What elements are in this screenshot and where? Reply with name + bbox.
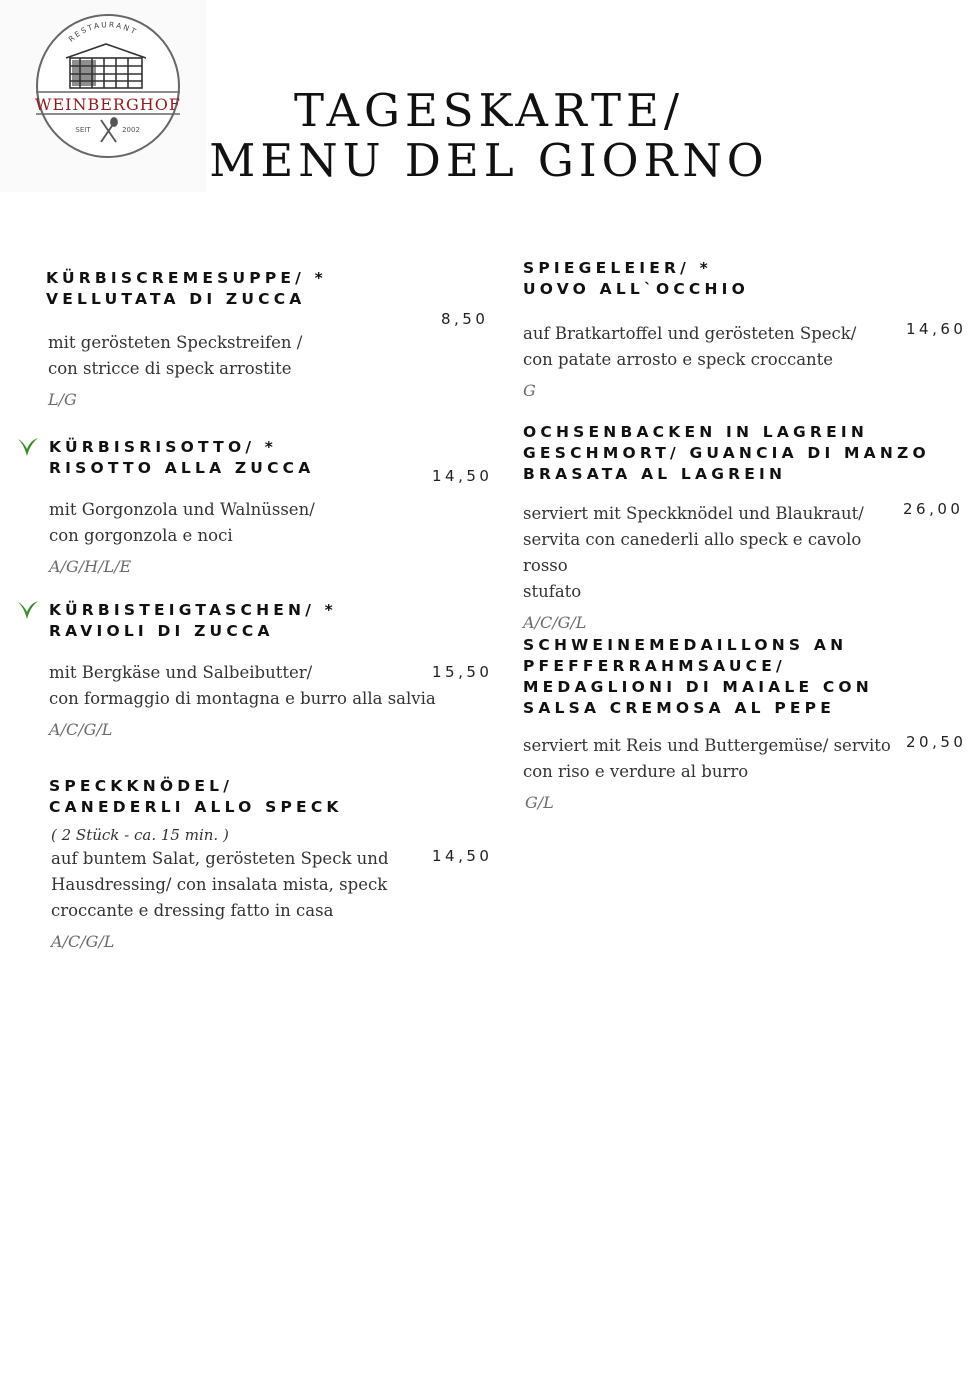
item-description-line2: con formaggio di montagna e burro alla salvia: [49, 689, 436, 708]
item-name-line2: PFEFFERRAHMSAUCE/: [523, 657, 786, 675]
item-price: 20,50: [906, 733, 967, 751]
item-description-line2: con stricce di speck arrostite: [48, 359, 292, 378]
leaf-icon: [16, 599, 40, 621]
logo-name: WEINBERGHOF: [35, 95, 181, 114]
item-allergens: G: [523, 381, 536, 400]
item-name-line2: UOVO ALL`OCCHIO: [523, 280, 749, 298]
item-name-line1: SPECKKNÖDEL/: [49, 777, 234, 795]
menu-item-schweinemedaillons: [523, 635, 903, 813]
menu-item-kuerbiscremesuppe: [46, 268, 446, 410]
leaf-icon: [16, 436, 40, 458]
item-allergens: A/C/G/L: [49, 720, 113, 739]
item-allergens: L/G: [48, 390, 77, 409]
item-allergens: A/C/G/L: [51, 932, 115, 951]
item-name-line1: OCHSENBACKEN IN LAGREIN: [523, 423, 868, 441]
item-name-line1: KÜRBISRISOTTO/ *: [49, 438, 278, 456]
item-description-line1: mit Gorgonzola und Walnüssen/: [49, 500, 315, 519]
menu-item-spiegeleier: [523, 258, 903, 401]
item-description-line1: mit Bergkäse und Salbeibutter/: [49, 663, 313, 682]
item-name-line1: KÜRBISCREMESUPPE/ *: [46, 269, 327, 287]
item-name-line2: RAVIOLI DI ZUCCA: [49, 622, 274, 640]
menu-item-speckknoedel: [49, 776, 449, 952]
item-description-line2: con gorgonzola e noci: [49, 526, 233, 545]
page-title-line1: TAGESKARTE/: [293, 84, 685, 137]
logo-year: 2002: [122, 126, 140, 134]
item-name-line1: KÜRBISTEIGTASCHEN/ *: [49, 601, 337, 619]
item-description-line1: serviert mit Reis und Buttergemüse/ servito: [523, 736, 891, 755]
item-name-line2: CANEDERLI ALLO SPECK: [49, 798, 343, 816]
item-price: 15,50: [432, 663, 493, 681]
item-note: ( 2 Stück - ca. 15 min. ): [51, 826, 229, 844]
item-name-line2: GESCHMORT/ GUANCIA DI MANZO: [523, 444, 930, 462]
item-price: 8,50: [441, 310, 489, 328]
item-name-line4: SALSA CREMOSA AL PEPE: [523, 699, 836, 717]
item-price: 14,50: [432, 467, 493, 485]
item-allergens: A/G/H/L/E: [49, 557, 132, 576]
item-description-line1: auf buntem Salat, gerösteten Speck und: [51, 849, 389, 868]
item-name-line1: SPIEGELEIER/ *: [523, 259, 712, 277]
page-title-line2: MENU DEL GIORNO: [209, 134, 769, 187]
menu-item-kuerbisrisotto: [49, 437, 449, 577]
item-description-line1: auf Bratkartoffel und gerösteten Speck/: [523, 324, 857, 343]
item-description-line3: stufato: [523, 582, 582, 601]
item-description-line2: con patate arrosto e speck croccante: [523, 350, 834, 369]
menu-item-ochsenbacken: [523, 422, 930, 633]
item-price: 26,00: [903, 500, 964, 518]
item-description-line2: Hausdressing/ con insalata mista, speck: [51, 875, 388, 894]
item-allergens: G/L: [525, 793, 554, 812]
item-name-line3: BRASATA AL LAGREIN: [523, 465, 787, 483]
item-name-line2: RISOTTO ALLA ZUCCA: [49, 459, 315, 477]
item-price: 14,60: [906, 320, 967, 338]
item-price: 14,50: [432, 847, 493, 865]
item-description-line1: mit gerösteten Speckstreifen /: [48, 333, 303, 352]
item-description-line3: croccante e dressing fatto in casa: [51, 901, 334, 920]
logo-seit: SEIT: [75, 126, 91, 134]
item-name-line2: VELLUTATA DI ZUCCA: [46, 290, 306, 308]
item-allergens: A/C/G/L: [523, 613, 587, 632]
logo-top-text: RESTAURANT: [66, 20, 140, 44]
menu-item-kuerbisteigtaschen: [49, 600, 449, 740]
item-description-line2: servita con canederli allo speck e cavolo rosso: [523, 530, 862, 575]
item-description-line1: serviert mit Speckknödel und Blaukraut/: [523, 504, 864, 523]
item-description-line2: con riso e verdure al burro: [523, 762, 749, 781]
item-name-line3: MEDAGLIONI DI MAIALE CON: [523, 678, 873, 696]
item-name-line1: SCHWEINEMEDAILLONS AN: [523, 636, 848, 654]
